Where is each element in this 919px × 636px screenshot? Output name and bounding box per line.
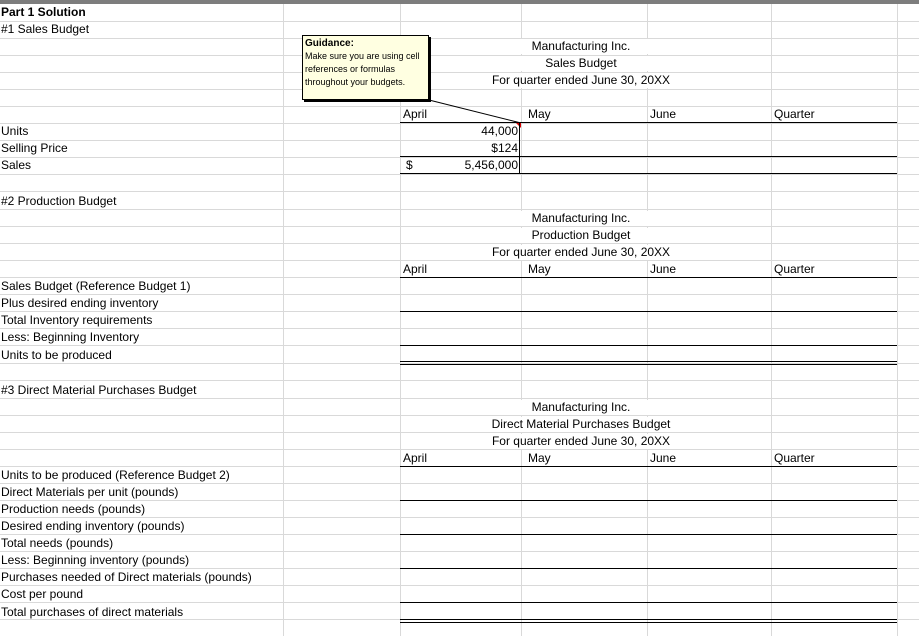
materials-col-june: June [650, 451, 677, 465]
row-underline [400, 500, 897, 501]
sales-col-june: June [650, 107, 677, 121]
materials-col-quarter: Quarter [774, 451, 815, 465]
sales-period: For quarter ended June 30, 20XX [470, 73, 692, 88]
row-underline [400, 602, 897, 603]
production-col-april: April [403, 262, 428, 276]
materials-period: For quarter ended June 30, 20XX [470, 434, 692, 449]
production-budget-title: Production Budget [470, 228, 692, 243]
row-label: Direct Materials per unit (pounds) [1, 485, 179, 499]
materials-company: Manufacturing Inc. [470, 400, 692, 415]
materials-budget-heading: #3 Direct Material Purchases Budget [1, 383, 200, 398]
materials-col-may: May [528, 451, 551, 465]
sales-budget-heading: #1 Sales Budget [1, 22, 93, 37]
row-underline [400, 568, 897, 569]
row-underline [400, 534, 897, 535]
row-label: Plus desired ending inventory [1, 296, 159, 310]
row-label: Less: Beginning inventory (pounds) [1, 553, 190, 567]
currency-symbol: $ [406, 158, 413, 172]
row-label: Units to be produced (Reference Budget 2) [1, 468, 230, 482]
row-label: Units to be produced [1, 348, 112, 362]
row-label: Sales [1, 158, 32, 172]
guidance-text: Make sure you are using cell references or formulas throughout your budgets. [305, 51, 420, 87]
production-budget-heading: #2 Production Budget [1, 194, 120, 209]
row-underline [400, 311, 897, 312]
row-label: Total Inventory requirements [1, 313, 153, 327]
row-label: Selling Price [1, 141, 68, 155]
row-label: Less: Beginning Inventory [1, 330, 140, 344]
sales-budget-title: Sales Budget [470, 56, 692, 71]
row-label: Units [1, 124, 29, 138]
april-price-cell[interactable]: $124 [491, 141, 518, 155]
guidance-title: Guidance: [305, 38, 354, 49]
row-label: Total needs (pounds) [1, 536, 114, 550]
header-underline [400, 277, 897, 278]
april-units-cell[interactable]: 44,000 [481, 124, 518, 138]
production-col-quarter: Quarter [774, 262, 815, 276]
header-underline [400, 466, 897, 467]
production-company: Manufacturing Inc. [470, 211, 692, 226]
row-label: Production needs (pounds) [1, 502, 146, 516]
part-title: Part 1 Solution [1, 5, 90, 20]
sales-col-may: May [528, 107, 551, 121]
sales-company: Manufacturing Inc. [470, 39, 692, 54]
april-column-border [400, 123, 520, 174]
row-underline [400, 345, 897, 346]
row-label: Desired ending inventory (pounds) [1, 519, 185, 533]
sales-col-april: April [403, 107, 428, 121]
total-double-underline [400, 361, 897, 365]
april-sales-cell[interactable]: 5,456,000 [464, 158, 518, 172]
row-label: Sales Budget (Reference Budget 1) [1, 279, 191, 293]
row-label: Total purchases of direct materials [1, 605, 184, 619]
total-double-underline [400, 619, 897, 623]
materials-budget-title: Direct Material Purchases Budget [450, 417, 712, 432]
production-col-may: May [528, 262, 551, 276]
sales-col-quarter: Quarter [774, 107, 815, 121]
production-col-june: June [650, 262, 677, 276]
materials-col-april: April [403, 451, 428, 465]
production-period: For quarter ended June 30, 20XX [470, 245, 692, 260]
row-label: Cost per pound [1, 587, 84, 601]
row-label: Purchases needed of Direct materials (pounds) [1, 570, 252, 584]
